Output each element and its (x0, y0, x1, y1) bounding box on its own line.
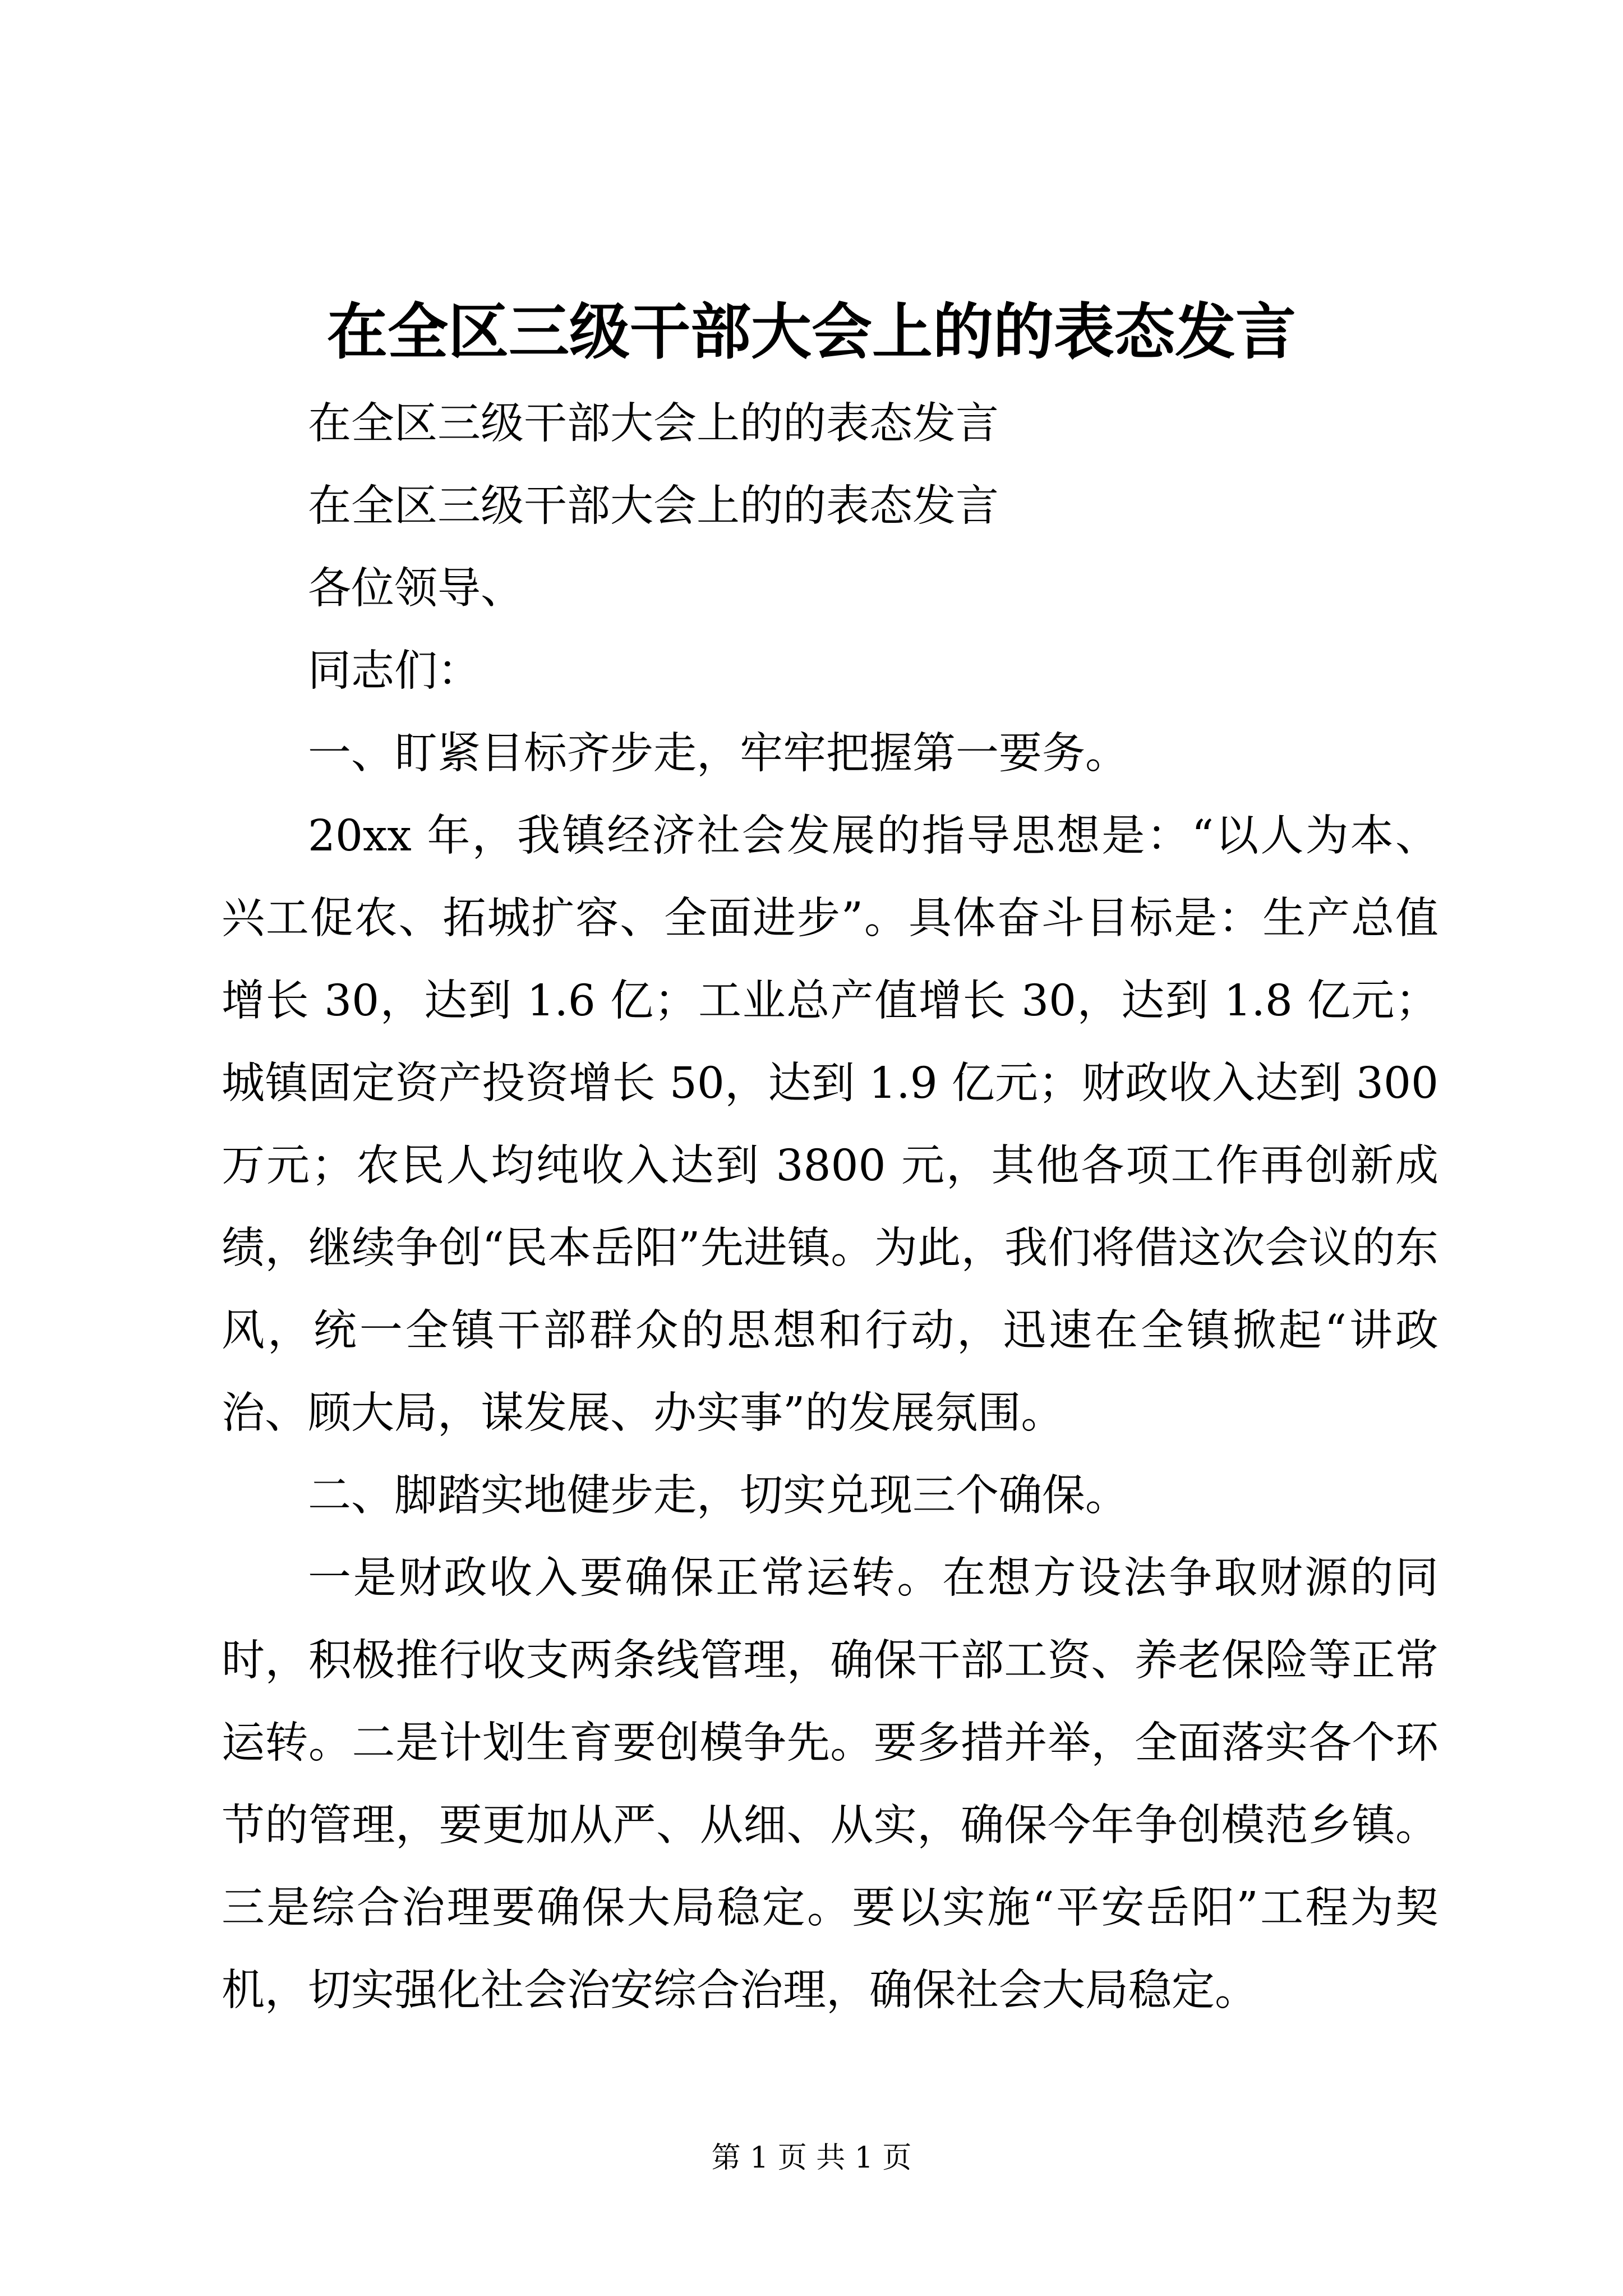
salutation-comrades: 同志们： (308, 646, 481, 696)
paragraph: 20xx 年，我镇经济社会发展的指导思想是：“以人为本、兴工促农、拓城扩容、全面进步”。具体奋斗目标是：生产总值增长 30，达到 1.6 亿；工业总产值增长 30，达到 1.8 亿元；城镇固定资产投资增长 50，达到 1.9 亿元；财政收入达到 300 万元；农民人均纯收入达到 3800 元，其他各项工作再创新成绩，继续争创“民本岳阳”先进镇。为此，我们将借这次会议的东风，统一全镇干部群众的思想和行动，迅速在全镇掀起“讲政治、顾大局，谋发展、办实事”的发展氛围。 (222, 811, 1438, 1438)
subtitle-line: 在全区三级干部大会上的的表态发言 (308, 399, 999, 449)
salutation-leaders: 各位领导、 (308, 564, 524, 614)
section-heading-one: 一、盯紧目标齐步走，牢牢把握第一要务。 (308, 729, 1128, 779)
section-heading-two: 二、脚踏实地健步走，切实兑现三个确保。 (308, 1471, 1128, 1521)
subtitle-line: 在全区三级干部大会上的的表态发言 (308, 481, 999, 531)
document-title: 在全区三级干部大会上的的表态发言 (326, 297, 1296, 367)
paragraph: 一是财政收入要确保正常运转。在想方设法争取财源的同时，积极推行收支两条线管理，确保干部工资、养老保险等正常运转。二是计划生育要创模争先。要多措并举，全面落实各个环节的管理，要更加从严、从细、从实，确保今年争创模范乡镇。三是综合治理要确保大局稳定。要以实施“平安岳阳”工程为契机，切实强化社会治安综合治理，确保社会大局稳定。 (222, 1553, 1438, 2016)
document-body (222, 383, 1438, 2110)
page-footer: 第 1 页 共 1 页 (711, 2141, 912, 2175)
